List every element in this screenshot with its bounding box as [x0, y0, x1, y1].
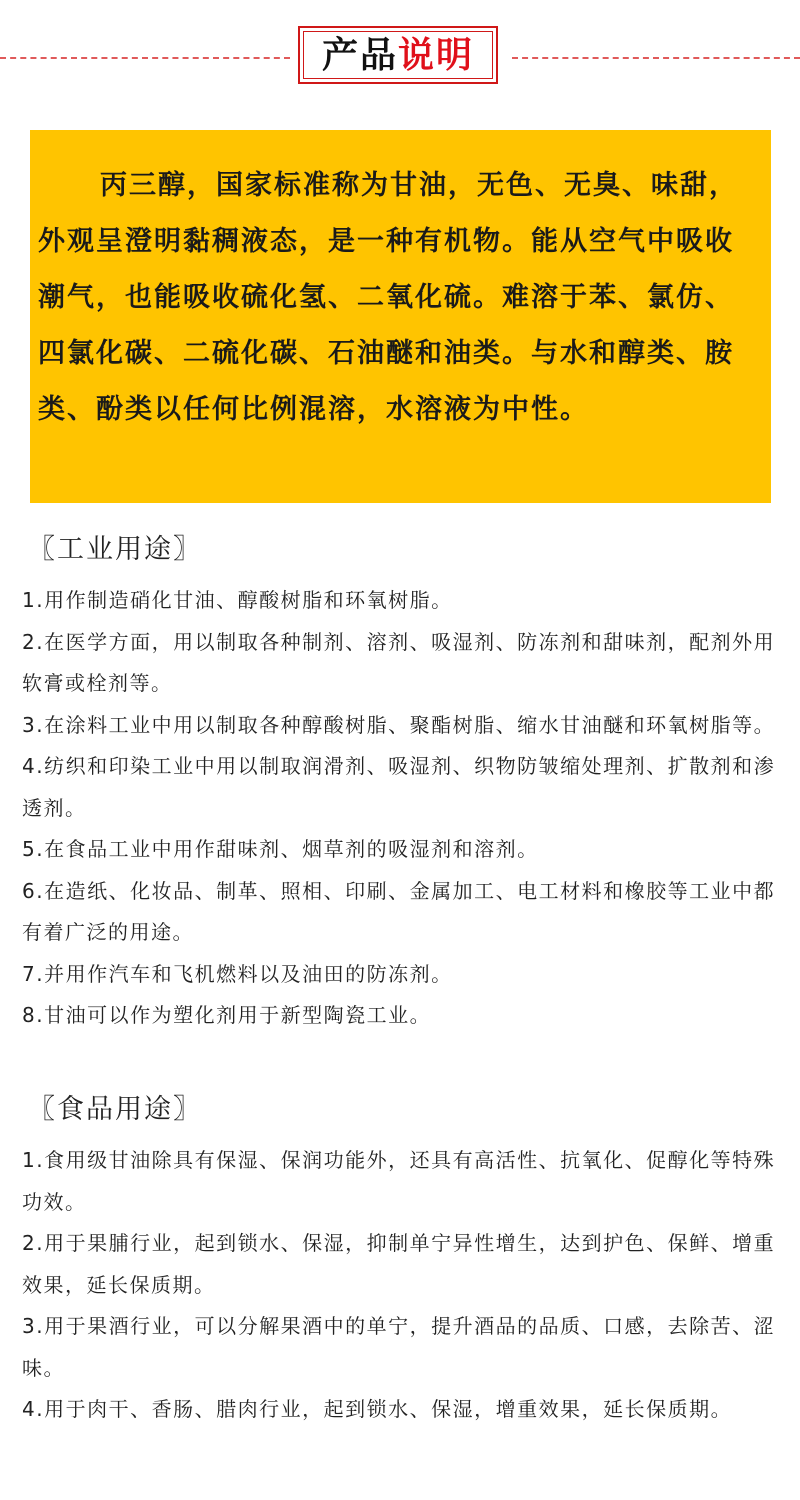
industrial-list-item: 3.在涂料工业中用以制取各种醇酸树脂、聚酯树脂、缩水甘油醚和环氧树脂等。	[22, 712, 776, 737]
title-part-2: 说明	[398, 34, 475, 76]
left-dashed-divider	[0, 57, 290, 59]
industrial-uses-section	[22, 530, 792, 1037]
industrial-uses-list	[22, 580, 792, 1037]
header	[0, 22, 800, 92]
title-part-1: 产品	[321, 34, 398, 76]
right-dashed-divider	[512, 57, 800, 59]
intro-panel	[30, 130, 771, 503]
food-list-item: 3.用于果酒行业，可以分解果酒中的单宁，提升酒品的品质、口感，去除苦、涩味。	[22, 1314, 776, 1380]
industrial-list-item: 8.甘油可以作为塑化剂用于新型陶瓷工业。	[22, 1003, 432, 1027]
industrial-list-item: 2.在医学方面，用以制取各种制剂、溶剂、吸湿剂、防冻剂和甜味剂，配剂外用软膏或栓剂等。	[22, 629, 776, 695]
industrial-list-item: 4.纺织和印染工业中用以制取润滑剂、吸湿剂、织物防皱缩处理剂、扩散剂和渗透剂。	[22, 754, 776, 820]
food-list-item: 2.用于果脯行业，起到锁水、保湿，抑制单宁异性增生，达到护色、保鲜、增重效果，延长保质期。	[22, 1231, 776, 1297]
intro-text: 丙三醇，国家标准称为甘油，无色、无臭、味甜，外观呈澄明黏稠液态，是一种有机物。能从空气中吸收潮气，也能吸收硫化氢、二氧化硫。难溶于苯、氯仿、四氯化碳、二硫化碳、石油醚和油类。与水和醇类、胺类、酚类以任何比例混溶，水溶液为中性。	[38, 170, 738, 425]
industrial-list-item: 7.并用作汽车和飞机燃料以及油田的防冻剂。	[22, 961, 453, 986]
industrial-uses-title: 〖工业用途〗	[28, 534, 202, 565]
food-uses-list	[22, 1140, 792, 1431]
title-frame	[298, 26, 498, 84]
industrial-list-item: 1.用作制造硝化甘油、醇酸树脂和环氧树脂。	[22, 588, 453, 612]
industrial-list-item: 6.在造纸、化妆品、制革、照相、印刷、金属加工、电工材料和橡胶等工业中都有着广泛的用途。	[22, 878, 776, 944]
food-uses-section	[22, 1090, 792, 1431]
page-title	[303, 31, 493, 79]
industrial-list-item: 5.在食品工业中用作甜味剂、烟草剂的吸湿剂和溶剂。	[22, 837, 539, 861]
food-list-item: 4.用于肉干、香肠、腊肉行业，起到锁水、保湿，增重效果，延长保质期。	[22, 1397, 733, 1421]
food-list-item: 1.食用级甘油除具有保湿、保润功能外，还具有高活性、抗氧化、促醇化等特殊功效。	[22, 1148, 776, 1214]
food-uses-title: 〖食品用途〗	[28, 1094, 202, 1125]
